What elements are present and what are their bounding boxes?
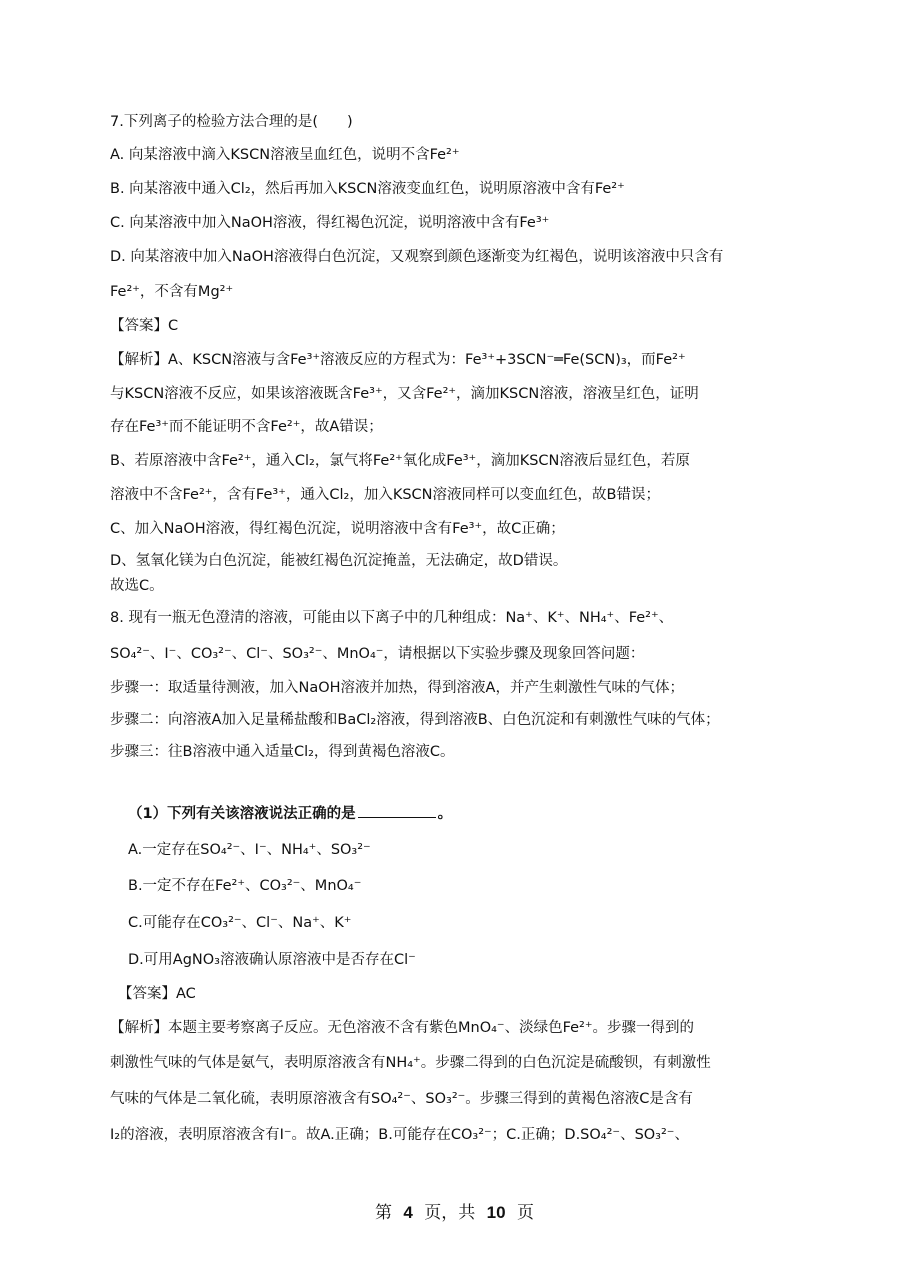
text-line: 步骤三：往B溶液中通入适量Cl₂，得到黄褐色溶液C。 bbox=[110, 744, 455, 760]
answer-blank bbox=[358, 803, 436, 818]
text-line: 与KSCN溶液不反应，如果该溶液既含Fe³⁺，又含Fe²⁺，滴加KSCN溶液，溶液呈红色，证明 bbox=[110, 386, 699, 402]
footer-label-middle: 页，共 bbox=[424, 1203, 476, 1223]
question-part-1-prefix: （1）下列有关该溶液说法正确的是 bbox=[128, 806, 356, 822]
footer-total-pages: 10 bbox=[486, 1203, 506, 1222]
text-line: 【解析】A、KSCN溶液与含Fe³⁺溶液反应的方程式为：Fe³⁺+3SCN⁻═Fe(SCN)₃，而Fe²⁺ bbox=[110, 352, 686, 368]
text-line: 【答案】AC bbox=[118, 986, 196, 1002]
text-line: C. 向某溶液中加入NaOH溶液，得红褐色沉淀，说明溶液中含有Fe³⁺ bbox=[110, 215, 550, 231]
page-footer bbox=[0, 1198, 909, 1223]
text-line: 【解析】本题主要考察离子反应。无色溶液不含有紫色MnO₄⁻、淡绿色Fe²⁺。步骤一得到的 bbox=[110, 1020, 695, 1036]
text-line: A.一定存在SO₄²⁻、I⁻、NH₄⁺、SO₃²⁻ bbox=[128, 842, 371, 858]
text-line: D. 向某溶液中加入NaOH溶液得白色沉淀，又观察到颜色逐渐变为红褐色，说明该溶液中只含有 bbox=[110, 249, 724, 265]
text-line: 8. 现有一瓶无色澄清的溶液，可能由以下离子中的几种组成：Na⁺、K⁺、NH₄⁺、Fe²⁺、 bbox=[110, 610, 674, 626]
text-line: 故选C。 bbox=[110, 578, 164, 594]
text-line: D、氢氧化镁为白色沉淀，能被红褐色沉淀掩盖，无法确定，故D错误。 bbox=[110, 553, 568, 569]
question-part-1-suffix: 。 bbox=[437, 806, 453, 822]
text-line: B.一定不存在Fe²⁺、CO₃²⁻、MnO₄⁻ bbox=[128, 878, 362, 894]
footer-label-after: 页 bbox=[517, 1203, 534, 1223]
text-line: 溶液中不含Fe²⁺，含有Fe³⁺，通入Cl₂，加入KSCN溶液同样可以变血红色，故B错误； bbox=[110, 487, 660, 503]
text-line: 存在Fe³⁺而不能证明不含Fe²⁺，故A错误； bbox=[110, 419, 383, 435]
text-line: 气味的气体是二氧化硫，表明原溶液含有SO₄²⁻、SO₃²⁻。步骤三得到的黄褐色溶液C是含有 bbox=[110, 1091, 693, 1107]
text-line: C.可能存在CO₃²⁻、Cl⁻、Na⁺、K⁺ bbox=[128, 915, 352, 931]
question-part-1 bbox=[128, 803, 848, 825]
footer-label-before: 第 bbox=[374, 1203, 392, 1223]
text-line: C、加入NaOH溶液，得红褐色沉淀，说明溶液中含有Fe³⁺，故C正确； bbox=[110, 521, 565, 537]
text-line: 步骤二：向溶液A加入足量稀盐酸和BaCl₂溶液，得到溶液B、白色沉淀和有刺激性气味的气体； bbox=[110, 712, 720, 728]
text-line: D.可用AgNO₃溶液确认原溶液中是否存在Cl⁻ bbox=[128, 952, 416, 968]
text-line: A. 向某溶液中滴入KSCN溶液呈血红色，说明不含Fe²⁺ bbox=[110, 147, 460, 163]
text-line: B、若原溶液中含Fe²⁺，通入Cl₂，氯气将Fe²⁺氧化成Fe³⁺，滴加KSCN溶液后显红色，若原 bbox=[110, 453, 690, 469]
text-line: B. 向某溶液中通入Cl₂，然后再加入KSCN溶液变血红色，说明原溶液中含有Fe²⁺ bbox=[110, 181, 625, 197]
text-line: 刺激性气味的气体是氨气，表明原溶液含有NH₄⁺。步骤二得到的白色沉淀是硫酸钡，有刺激性 bbox=[110, 1055, 711, 1071]
text-line: 【答案】C bbox=[110, 318, 179, 334]
footer-page-number: 4 bbox=[403, 1203, 413, 1222]
text-line: Fe²⁺，不含有Mg²⁺ bbox=[110, 284, 234, 300]
text-line: SO₄²⁻、I⁻、CO₃²⁻、Cl⁻、SO₃²⁻、MnO₄⁻，请根据以下实验步骤及现象回答问题： bbox=[110, 646, 645, 662]
text-line: 步骤一：取适量待测液，加入NaOH溶液并加热，得到溶液A，并产生刺激性气味的气体； bbox=[110, 680, 684, 696]
text-line: I₂的溶液，表明原溶液含有I⁻。故A.正确；B.可能存在CO₃²⁻；C.正确；D.SO₄²⁻、SO₃²⁻、 bbox=[110, 1127, 689, 1143]
text-line: 7.下列离子的检验方法合理的是( ) bbox=[110, 114, 353, 130]
